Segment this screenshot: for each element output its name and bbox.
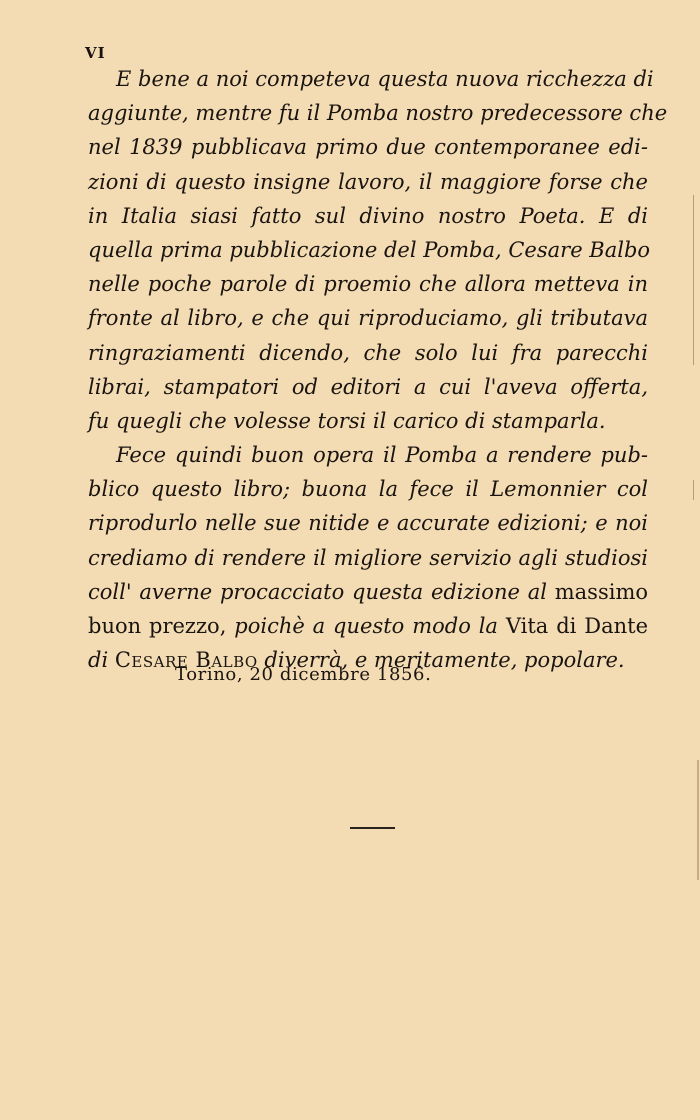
text-line xyxy=(88,609,648,643)
text-line: ringraziamenti dicendo, che solo lui fra parecchi xyxy=(88,340,648,365)
text-line: nelle poche parole di proemio che allora metteva in xyxy=(88,272,648,297)
text-line: aggiunte, mentre fu il Pomba nostro predecessore che xyxy=(88,101,668,126)
text-line: nel 1839 pubblicava primo due contemporanee edi- xyxy=(88,135,648,160)
page-edge-shadow xyxy=(693,480,694,500)
text-line: blico questo libro; buona la fece il Lemonnier col xyxy=(88,477,648,502)
body-text xyxy=(88,62,668,677)
text-line xyxy=(88,575,648,609)
text-segment-italic: diverrà, e meritamente, popolare. xyxy=(264,648,625,673)
text-segment-italic: poichè a questo modo la xyxy=(234,614,498,638)
text-segment-roman: Vita di Dante xyxy=(505,614,648,638)
text-line: quella prima pubblicazione del Pomba, Cesare Balbo xyxy=(88,237,651,262)
text-line: fronte al libro, e che qui riproduciamo, gli tributava xyxy=(88,306,648,331)
page-edge-shadow xyxy=(697,760,699,880)
text-line: riprodurlo nelle sue nitide e accurate edizioni; e noi xyxy=(88,511,648,536)
text-line: Fece quindi buon opera il Pomba a rendere pub- xyxy=(116,443,648,468)
text-line: zioni di questo insigne lavoro, il maggiore forse che xyxy=(88,169,648,194)
text-segment-roman: buon prezzo, xyxy=(88,614,227,638)
page-number: VI xyxy=(85,44,106,62)
text-segment-roman: massimo xyxy=(554,579,648,604)
text-segment-italic: di xyxy=(88,648,109,673)
text-line: E bene a noi competeva questa nuova ricchezza di xyxy=(116,67,654,91)
author-name-small-caps: Cesare Balbo xyxy=(114,648,258,673)
dateline: Torino, 20 dicembre 1856. xyxy=(175,664,432,685)
text-line: in Italia siasi fatto sul divino nostro Poeta. E di xyxy=(88,203,648,228)
text-line: crediamo di rendere il migliore servizio agli studiosi xyxy=(88,545,648,570)
page-edge-shadow xyxy=(693,195,694,365)
text-line: fu quegli che volesse torsi il carico di stamparla. xyxy=(88,408,606,433)
text-line: librai, stampatori od editori a cui l'aveva offerta, xyxy=(88,374,648,399)
end-ornament-rule xyxy=(350,827,395,829)
text-segment-italic: coll' averne procacciato questa edizione al xyxy=(88,579,547,604)
